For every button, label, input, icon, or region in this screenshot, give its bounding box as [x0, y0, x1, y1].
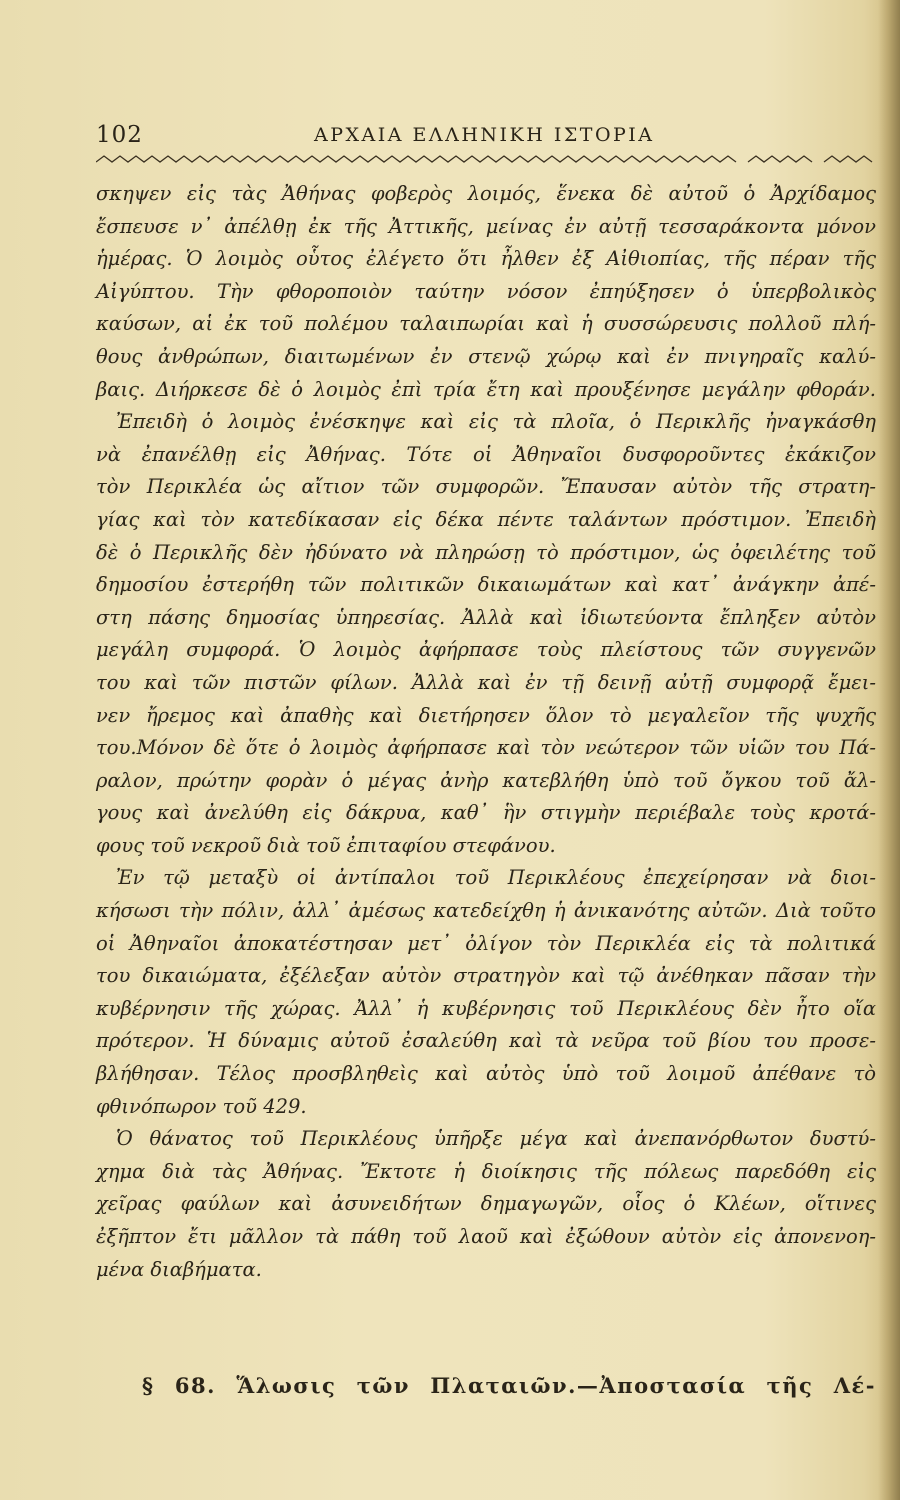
running-title: ΑΡΧΑΙΑ ΕΛΛΗΝΙΚΗ ΙΣΤΟΡΙΑ: [314, 124, 655, 146]
text-line: καύσων, αἱ ἐκ τοῦ πολέμου ταλαιπωρίαι καὶ ἡ συσσώρευσις πολλοῦ πλή-: [96, 312, 876, 336]
text-line: φους τοῦ νεκροῦ διὰ τοῦ ἐπιταφίου στεφάνου.: [96, 833, 556, 857]
text-line: βλήθησαν. Τέλος προσβληθεὶς καὶ αὐτὸς ὑπὸ τοῦ λοιμοῦ ἀπέθανε τὸ: [96, 1062, 876, 1086]
page-edge-shadow: [878, 0, 900, 1500]
text-line: δημοσίου ἐστερήθη τῶν πολιτικῶν δικαιωμάτων καὶ κατ᾿ ἀνάγκην ἀπέ-: [96, 573, 876, 597]
text-line: δὲ ὁ Περικλῆς δὲν ἠδύνατο νὰ πληρώσῃ τὸ πρόστιμον, ὡς ὀφειλέτης τοῦ: [96, 540, 876, 564]
text-line: κήσωσι τὴν πόλιν, ἀλλ᾿ ἀμέσως κατεδείχθη ἡ ἀνικανότης αὐτῶν. Διὰ τοῦτο: [96, 899, 876, 923]
text-line: του καὶ τῶν πιστῶν φίλων. Ἀλλὰ καὶ ἐν τῇ δεινῇ αὐτῇ συμφορᾷ ἔμει-: [96, 670, 876, 694]
text-line: γίας καὶ τὸν κατεδίκασαν εἰς δέκα πέντε ταλάντων πρόστιμον. Ἐπειδὴ: [96, 507, 876, 531]
text-line: νὰ ἐπανέλθῃ εἰς Ἀθήνας. Τότε οἱ Ἀθηναῖοι δυσφοροῦντες ἐκάκιζον: [96, 442, 876, 466]
text-line: του.Μόνον δὲ ὅτε ὁ λοιμὸς ἀφήρπασε καὶ τὸν νεώτερον τῶν υἱῶν του Πά-: [96, 736, 876, 760]
text-line: μένα διαβήματα.: [96, 1257, 262, 1281]
text-line: χεῖρας φαύλων καὶ ἀσυνειδήτων δημαγωγῶν, οἷος ὁ Κλέων, οἵτινες: [96, 1192, 876, 1216]
text-line: χημα διὰ τὰς Ἀθήνας. Ἔκτοτε ἡ διοίκησις τῆς πόλεως παρεδόθη εἰς: [96, 1159, 876, 1183]
text-line: τὸν Περικλέα ὡς αἴτιον τῶν συμφορῶν. Ἔπαυσαν αὐτὸν τῆς στρατη-: [96, 475, 876, 499]
text-line: του δικαιώματα, ἐξέλεξαν αὐτὸν στρατηγὸν καὶ τῷ ἀνέθηκαν πᾶσαν τὴν: [96, 964, 876, 988]
text-line: βαις. Διήρκεσε δὲ ὁ λοιμὸς ἐπὶ τρία ἔτη καὶ προυξένησε μεγάλην φθοράν.: [96, 377, 876, 401]
text-line: Ὁ θάνατος τοῦ Περικλέους ὑπῆρξε μέγα καὶ ἀνεπανόρθωτον δυστύ-: [116, 1127, 876, 1151]
text-line: οἱ Ἀθηναῖοι ἀποκατέστησαν μετ᾿ ὀλίγον τὸν Περικλέα εἰς τὰ πολιτικά: [96, 931, 876, 955]
text-line: Αἰγύπτου. Τὴν φθοροποιὸν ταύτην νόσον ἐπηύξησεν ὁ ὑπερβολικὸς: [96, 279, 876, 303]
text-line: νεν ἤρεμος καὶ ἀπαθὴς καὶ διετήρησεν ὅλον τὸ μεγαλεῖον τῆς ψυχῆς: [96, 703, 876, 727]
page-number: 102: [96, 122, 143, 148]
text-line: φθινόπωρον τοῦ 429.: [96, 1094, 307, 1118]
text-line: γους καὶ ἀνελύθη εἰς δάκρυα, καθ᾿ ἣν στιγμὴν περιέβαλε τοὺς κροτά-: [96, 801, 876, 825]
body-text: [96, 178, 876, 1286]
wavy-rule-ornament: [96, 152, 876, 166]
page-header: [96, 122, 876, 154]
text-line: θους ἀνθρώπων, διαιτωμένων ἐν στενῷ χώρῳ καὶ ἐν πνιγηραῖς καλύ-: [96, 344, 876, 368]
text-line: ἡμέρας. Ὁ λοιμὸς οὗτος ἐλέγετο ὅτι ἦλθεν ἐξ Αἰθιοπίας, τῆς πέραν τῆς: [96, 247, 876, 271]
text-line: κυβέρνησιν τῆς χώρας. Ἀλλ᾿ ἡ κυβέρνησις τοῦ Περικλέους δὲν ἦτο οἵα: [96, 996, 876, 1020]
text-line: ἐξῆπτον ἔτι μᾶλλον τὰ πάθη τοῦ λαοῦ καὶ ἐξώθουν αὐτὸν εἰς ἀπονενοη-: [96, 1225, 876, 1248]
text-line: ἔσπευσε ν᾿ ἀπέλθῃ ἐκ τῆς Ἀττικῆς, μείνας ἐν αὐτῇ τεσσαράκοντα μόνον: [96, 214, 876, 238]
text-line: μεγάλη συμφορά. Ὁ λοιμὸς ἀφήρπασε τοὺς πλείστους τῶν συγγενῶν: [96, 638, 876, 662]
text-line: πρότερον. Ἡ δύναμις αὐτοῦ ἐσαλεύθη καὶ τὰ νεῦρα τοῦ βίου του προσε-: [96, 1029, 876, 1053]
text-line: Ἐν τῷ μεταξὺ οἱ ἀντίπαλοι τοῦ Περικλέους ἐπεχείρησαν νὰ διοι-: [116, 866, 876, 890]
text-line: σκηψεν εἰς τὰς Ἀθήνας φοβερὸς λοιμός, ἕνεκα δὲ αὐτοῦ ὁ Ἀρχίδαμος: [96, 182, 876, 205]
text-line: Ἐπειδὴ ὁ λοιμὸς ἐνέσκηψε καὶ εἰς τὰ πλοῖα, ὁ Περικλῆς ἠναγκάσθη: [116, 410, 876, 434]
text-line: στη πάσης δημοσίας ὑπηρεσίας. Ἀλλὰ καὶ ἰδιωτεύοντα ἔπληξεν αὐτὸν: [96, 605, 876, 629]
section-heading: § 68. Ἅλωσις τῶν Πλαταιῶν.—Ἀποστασία τῆς Λέ-: [142, 1373, 876, 1398]
text-line: ραλον, πρώτην φορὰν ὁ μέγας ἀνὴρ κατεβλήθη ὑπὸ τοῦ ὄγκου τοῦ ἄλ-: [96, 768, 876, 792]
